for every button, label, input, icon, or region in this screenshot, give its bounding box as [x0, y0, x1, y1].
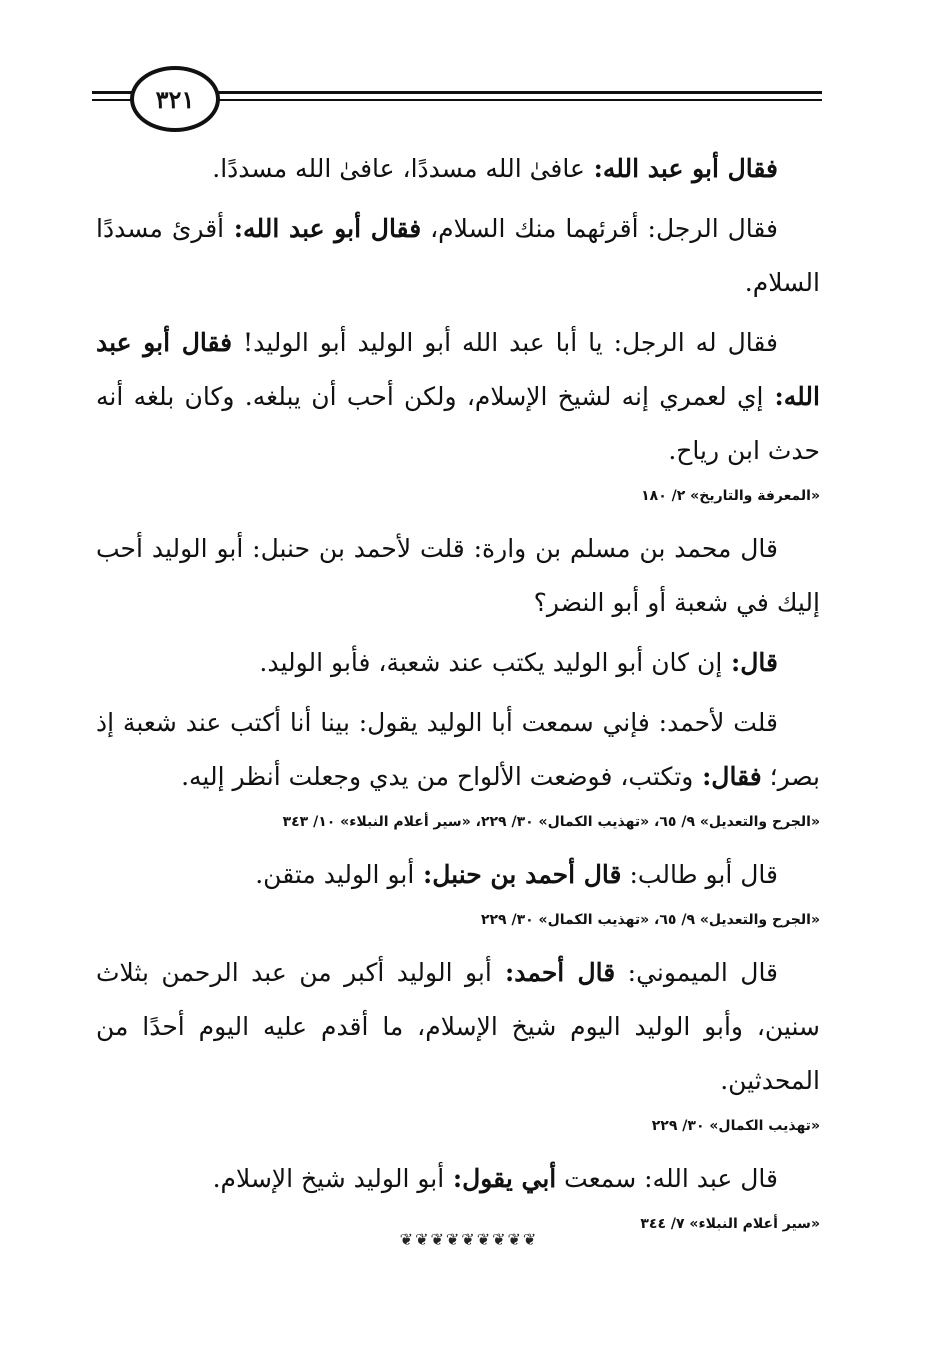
speaker-label: قال: [722, 648, 778, 677]
paragraph-text: فقال له الرجل: يا أبا عبد الله أبو الوليد أبو الوليد! [232, 328, 778, 357]
source-citation: «تهذيب الكمال» ٣٠/ ٢٢٩ [651, 1118, 820, 1134]
source-citation: «سير أعلام النبلاء» ٧/ ٣٤٤ [640, 1216, 820, 1232]
paragraph-text: قال الميموني: [615, 958, 779, 987]
source-citation: «المعرفة والتاريخ» ٢/ ١٨٠ [641, 488, 820, 504]
paragraph-text: قال محمد بن مسلم بن وارة: قلت لأحمد بن حنبل: أبو الوليد أحب إليك في شعبة أو أبو النضر؟ [96, 534, 820, 617]
paragraph [96, 202, 820, 310]
paragraph-text: قلت لأحمد: فإني سمعت أبا الوليد يقول: بينا أنا أكتب عند شعبة إذ بصر؛ [96, 708, 820, 791]
paragraph-text: فقال الرجل: أقرئهما منك السلام، [421, 214, 779, 243]
speaker-label: فقال: [693, 762, 762, 791]
text-block [96, 142, 820, 478]
speaker-label: قال أحمد بن حنبل: [414, 860, 622, 889]
paragraph-text: عافىٰ الله مسددًا، عافىٰ الله مسددًا. [212, 154, 585, 183]
paragraph-text: وتكتب، فوضعت الألواح من يدي وجعلت أنظر إليه. [181, 762, 694, 791]
paragraph-text: أبو الوليد متقن. [255, 860, 415, 889]
paragraph-text: أبو الوليد شيخ الإسلام. [212, 1164, 445, 1193]
text-block [96, 946, 820, 1108]
paragraph-text: أقرئ مسددًا السلام. [96, 214, 820, 297]
end-ornament: ❦❦❦❦❦❦❦❦❦ [399, 1230, 539, 1249]
page-body [96, 142, 820, 1250]
paragraph [96, 142, 820, 196]
source-citation: «الجرح والتعديل» ٩/ ٦٥، «تهذيب الكمال» ٣٠/ ٢٢٩، «سير أعلام النبلاء» ١٠/ ٣٤٣ [282, 814, 820, 830]
paragraph [96, 696, 820, 804]
paragraph-text: إن كان أبو الوليد يكتب عند شعبة، فأبو الوليد. [259, 648, 723, 677]
paragraph [96, 636, 820, 690]
paragraph-text: أبو الوليد أكبر من عبد الرحمن بثلاث سنين، وأبو الوليد اليوم شيخ الإسلام، ما أقدم عليه اليوم أحدًا من المحدثين. [96, 958, 821, 1095]
page-number: ٣٢١ [130, 66, 220, 132]
paragraph [96, 522, 820, 630]
text-block [96, 848, 820, 902]
text-block [96, 522, 820, 804]
text-block [96, 1152, 820, 1206]
source-citation: «الجرح والتعديل» ٩/ ٦٥، «تهذيب الكمال» ٣٠/ ٢٢٩ [480, 912, 820, 928]
speaker-label: فقال أبو عبد الله: [224, 214, 422, 243]
speaker-label: فقال أبو عبد الله: [584, 154, 778, 183]
page-header [92, 66, 822, 130]
paragraph [96, 1152, 820, 1206]
speaker-label: أبي يقول: [444, 1164, 557, 1193]
paragraph-text: قال عبد الله: سمعت [556, 1164, 778, 1193]
paragraph-text: قال أبو طالب: [621, 860, 778, 889]
speaker-label: فقال أبو عبد الله: [96, 328, 820, 411]
paragraph [96, 316, 820, 478]
paragraph [96, 848, 820, 902]
speaker-label: قال أحمد: [491, 958, 616, 987]
paragraph-text: إي لعمري إنه لشيخ الإسلام، ولكن أحب أن يبلغه. وكان بلغه أنه حدث ابن رياح. [96, 382, 820, 465]
paragraph [96, 946, 820, 1108]
